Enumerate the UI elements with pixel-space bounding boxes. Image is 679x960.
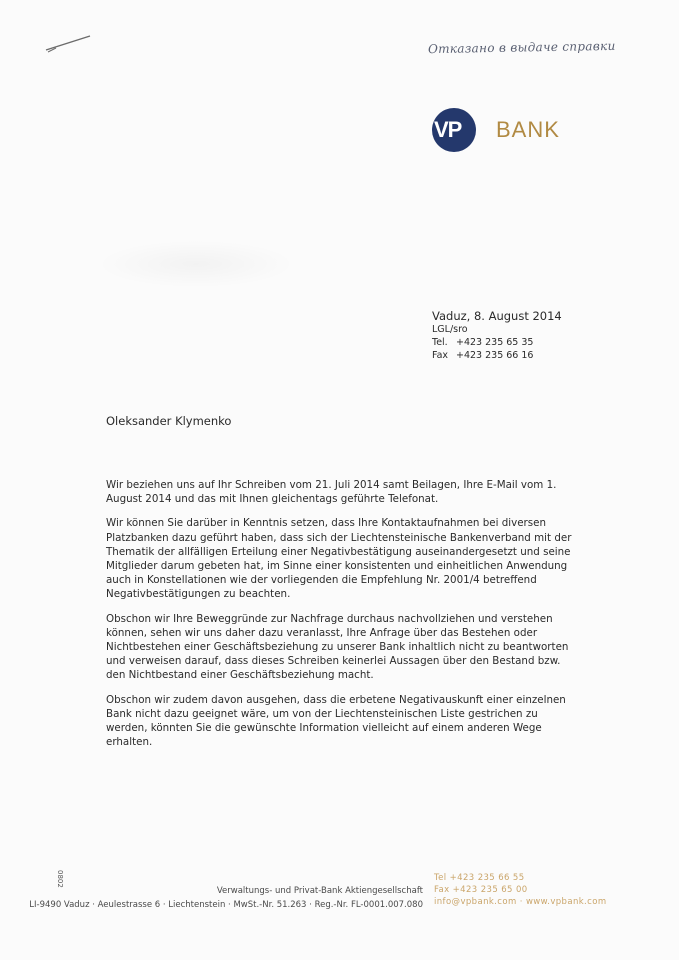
fax-label: Fax xyxy=(432,350,449,361)
letter-body xyxy=(106,478,581,759)
redacted-address-area xyxy=(96,240,296,288)
fax-number: +423 235 66 16 xyxy=(456,350,534,361)
paragraph: Wir können Sie darüber in Kenntnis setzen, dass Ihre Kontaktaufnahmen bei diversen Platzbanken dazu geführt haben, dass sich der Liechtensteinische Bankenverband mit der Thematik der allfälligen Erteilung einer Negativbestätigung auseinandergesetzt und seine Mitglieder darum gebeten hat, im Sinne einer konsistenten und einheitlichen Anwendung auch in Konstellationen wie der vorliegenden die Empfehlung Nr. 2001/4 betreffend Negativbestätigungen zu beachten. xyxy=(106,517,572,601)
recipient-name: Oleksander Klymenko xyxy=(106,414,232,428)
footer-form-code: 0802 xyxy=(56,870,64,888)
footer-company-block xyxy=(29,884,423,912)
logo-bank-text: BANK xyxy=(496,117,560,142)
logo-vp-text: VP xyxy=(434,117,462,142)
footer-tel: Tel +423 235 66 55 xyxy=(434,873,525,883)
reference-tel xyxy=(432,336,562,349)
paragraph: Obschon wir zudem davon ausgehen, dass die erbetene Negativauskunft einer einzelnen Bank nicht dazu geeignet wäre, um von der Liechtensteinischen Liste gestrichen zu werden, könnten Sie die gewünschte Information vielleicht auf einem anderen Wege erhalten. xyxy=(106,693,566,749)
reference-fax xyxy=(432,349,562,362)
tel-number: +423 235 65 35 xyxy=(456,337,534,348)
reference-code: LGL/sro xyxy=(432,324,468,335)
footer-contact-block xyxy=(434,872,607,908)
tel-label: Tel. xyxy=(432,337,448,348)
paragraph: Wir beziehen uns auf Ihr Schreiben vom 21. Juli 2014 samt Beilagen, Ihre E-Mail vom 1. August 2014 und das mit Ihnen gleichentags geführte Telefonat. xyxy=(106,479,557,506)
handwritten-note: Отказано в выдаче справки xyxy=(427,38,616,57)
reference-block xyxy=(432,310,562,362)
footer-address: LI-9490 Vaduz · Aeulestrasse 6 · Liechtenstein · MwSt.-Nr. 51.263 · Reg.-Nr. FL-0001.007.080 xyxy=(29,900,423,910)
footer-company-name: Verwaltungs- und Privat-Bank Aktiengesellschaft xyxy=(216,886,423,896)
vp-bank-logo xyxy=(432,108,582,152)
footer-fax: Fax +423 235 65 00 xyxy=(434,885,528,895)
pen-stroke-mark xyxy=(44,30,94,54)
footer-web: info@vpbank.com · www.vpbank.com xyxy=(434,897,607,907)
letter-date: Vaduz, 8. August 2014 xyxy=(432,309,562,323)
paragraph: Obschon wir Ihre Beweggründe zur Nachfrage durchaus nachvollziehen und verstehen können, sehen wir uns daher dazu veranlasst, Ihre Anfrage über das Bestehen oder Nichtbestehen einer Geschäftsbeziehung zu unserer Bank inhaltlich nicht zu beantworten und verweisen darauf, dass dieses Schreiben keinerlei Aussagen über den Bestand bzw. den Nichtbestand einer Geschäftsbeziehung macht. xyxy=(106,612,569,682)
